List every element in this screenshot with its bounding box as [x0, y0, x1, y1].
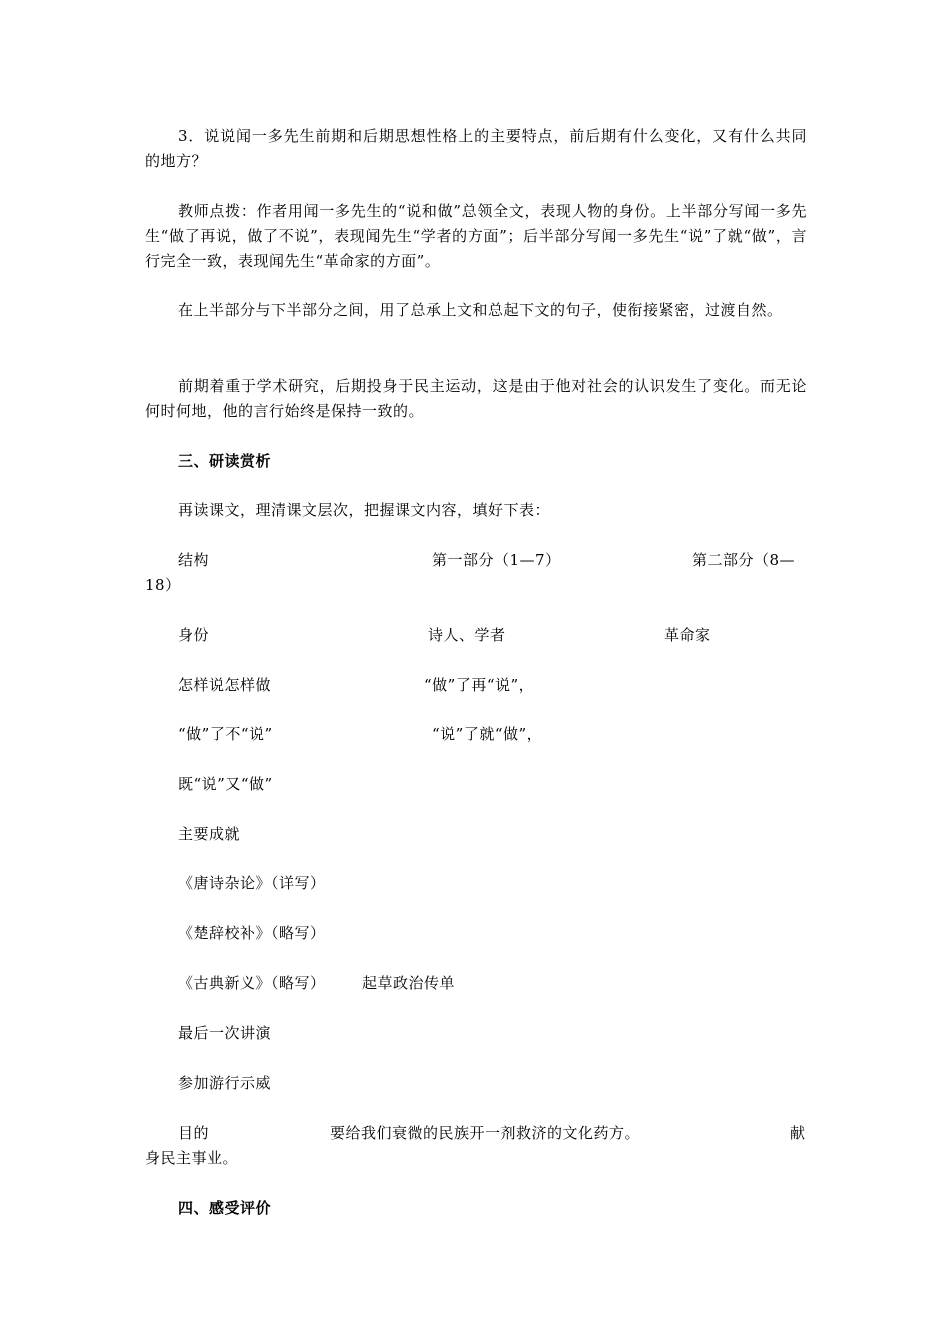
achievement-3: 《古典新义》（略写）	[178, 974, 326, 992]
how-2b: 既“说”又“做”	[178, 775, 273, 793]
achievement-6: 参加游行示威	[178, 1074, 272, 1092]
identity-1: 诗人、学者	[428, 626, 506, 644]
achievement-4: 起草政治传单	[362, 974, 456, 992]
purpose-2: 献	[790, 1124, 806, 1142]
instruction: 再读课文，理清课文层次，把握课文内容，填好下表：	[178, 501, 551, 519]
question-3: 3．说说闻一多先生前期和后期思想性格上的主要特点，前后期有什么变化，又有什么共同的地方？	[145, 127, 807, 170]
purpose-label: 目的	[178, 1124, 210, 1142]
section-3-title: 三、研读赏析	[178, 452, 272, 470]
section-4-title: 四、感受评价	[178, 1199, 272, 1217]
achievement-5: 最后一次讲演	[178, 1024, 272, 1042]
how-1: “做”了再“说”，	[424, 676, 535, 694]
part-2-label: 第二部分（8—	[692, 551, 796, 569]
identity-label: 身份	[178, 626, 210, 644]
part-1-label: 第一部分（1—7）	[432, 551, 561, 569]
achievement-label: 主要成就	[178, 825, 241, 843]
structure-label: 结构	[178, 551, 210, 569]
how-2: “说”了就“做”，	[432, 725, 543, 743]
achievement-2: 《楚辞校补》（略写）	[178, 924, 326, 942]
change-note: 前期着重于学术研究，后期投身于民主运动，这是由于他对社会的认识发生了变化。而无论何时何地，他的言行始终是保持一致的。	[145, 377, 807, 420]
part-2-label-cont: 18）	[145, 576, 181, 594]
teacher-hint: 教师点拨：作者用闻一多先生的“说和做”总领全文，表现人物的身份。上半部分写闻一多先生“做了再说，做了不说”，表现闻先生“学者的方面”；后半部分写闻一多先生“说”了就“做”，言行完全一致，表现闻先生“革命家的方面”。	[145, 202, 807, 270]
purpose-2-cont: 身民主事业。	[145, 1149, 239, 1167]
how-1b: “做”了不“说”	[178, 725, 273, 743]
how-label: 怎样说怎样做	[178, 676, 272, 694]
achievement-1: 《唐诗杂论》（详写）	[178, 874, 326, 892]
identity-2: 革命家	[664, 626, 711, 644]
purpose-1: 要给我们衰微的民族开一剂救济的文化药方。	[330, 1124, 641, 1142]
transition-note: 在上半部分与下半部分之间，用了总承上文和总起下文的句子，使衔接紧密，过渡自然。	[178, 301, 783, 319]
